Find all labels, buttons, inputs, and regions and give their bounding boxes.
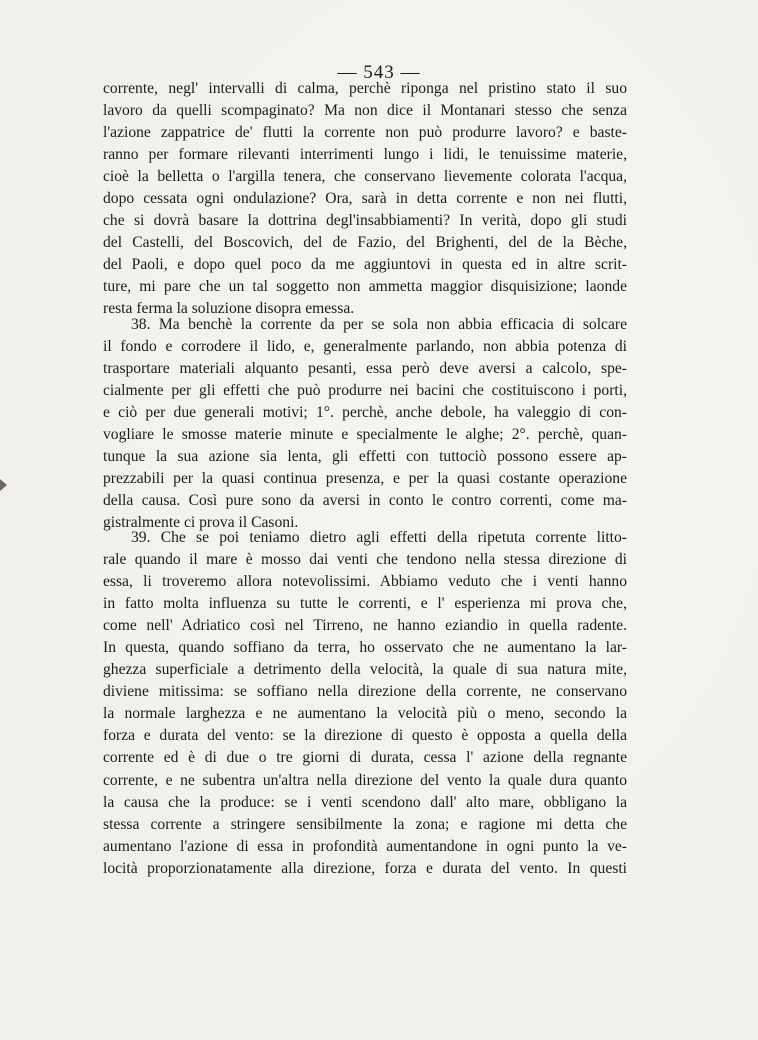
- text-line: ranno per formare rilevanti interrimenti lungo i lidi, le tenuissime materie,: [103, 146, 627, 164]
- text-line: resta ferma la soluzione disopra emessa.: [103, 300, 355, 318]
- text-line: come nell' Adriatico così nel Tirreno, ne hanno eziandio in quella radente.: [103, 617, 627, 635]
- text-line: del Paoli, e dopo quel poco da me aggiuntovi in questa ed in altre scrit-: [103, 256, 627, 274]
- text-line: cioè la belletta o l'argilla tenera, che conservano lievemente colorata l'acqua,: [103, 168, 627, 186]
- text-line: dopo cessata ogni ondulazione? Ora, sarà in detta corrente e non nei flutti,: [103, 190, 627, 208]
- text-line: il fondo e corrodere il lido, e, generalmente parlando, non abbia potenza di: [103, 338, 627, 356]
- text-line: 38. Ma benchè la corrente da per se sola non abbia efficacia di solcare: [131, 316, 627, 333]
- margin-arrow-mark: [0, 479, 7, 491]
- text-line: del Castelli, del Boscovich, del de Fazio, del Brighenti, del de la Bèche,: [103, 234, 627, 252]
- text-line: ture, mi pare che un tal soggetto non ammetta maggior disquisizione; laonde: [103, 278, 627, 296]
- text-line: tunque la sua azione sia lenta, gli effetti con tuttociò possono essere ap-: [103, 448, 627, 466]
- text-line: gistralmente ci prova il Casoni.: [103, 514, 299, 532]
- text-line: della causa. Così pure sono da aversi in conto le contro correnti, come ma-: [103, 492, 627, 510]
- text-line: la causa che la produce: se i venti scendono dall' alto mare, obbligano la: [103, 793, 627, 811]
- text-line: cialmente per gli effetti che può produrre nei bacini che costituiscono i porti,: [103, 382, 627, 400]
- text-line: lavoro da quelli scompaginato? Ma non dice il Montanari stesso che senza: [103, 102, 627, 120]
- paragraph-38: [103, 314, 627, 534]
- text-line: 39. Che se poi teniamo dietro agli effetti della ripetuta corrente litto-: [131, 529, 627, 546]
- text-line: l'azione zappatrice de' flutti la corrente non può produrre lavoro? e baste-: [103, 124, 627, 142]
- text-line: forza e durata del vento: se la direzione di questo è opposta a quella della: [103, 727, 627, 745]
- text-line: aumentano l'azione di essa in profondità aumentandone in ogni punto la ve-: [103, 837, 627, 855]
- paragraph-continuation: [103, 78, 627, 321]
- text-line: corrente ed è di due o tre giorni di durata, cessa l' azione della regnante: [103, 749, 627, 767]
- text-line: la normale larghezza e ne aumentano la velocità più o meno, secondo la: [103, 705, 627, 723]
- text-line: stessa corrente a stringere sensibilmente la zona; e ragione mi detta che: [103, 815, 627, 833]
- text-line: locità proporzionatamente alla direzione, forza e durata del vento. In questi: [103, 859, 627, 877]
- text-line: ghezza superficiale a detrimento della velocità, la quale di sua natura mite,: [103, 661, 627, 679]
- text-line: corrente, e ne subentra un'altra nella direzione del vento la quale dura quanto: [103, 771, 627, 789]
- text-line: rale quando il mare è mosso dai venti che tendono nella stessa direzione di: [103, 551, 627, 569]
- text-line: trasportare materiali alquanto pesanti, essa però deve aversi a calcolo, spe-: [103, 360, 627, 378]
- text-line: diviene mitissima: se soffiano nella direzione della corrente, ne conservano: [103, 683, 627, 701]
- text-line: In questa, quando soffiano da terra, ho osservato che ne aumentano la lar-: [103, 639, 627, 657]
- page-number: — 543 —: [337, 62, 421, 83]
- paragraph-39: [103, 527, 627, 880]
- text-line: che si dovrà basare la dottrina degl'insabbiamenti? In verità, dopo gli studi: [103, 212, 627, 230]
- text-line: e ciò per due generali motivi; 1°. perchè, anche debole, ha valeggio di con-: [103, 404, 627, 422]
- text-line: corrente, negl' intervalli di calma, perchè riponga nel pristino stato il suo: [103, 80, 627, 97]
- text-line: vogliare le smosse materie minute e specialmente le alghe; 2°. perchè, quan-: [103, 426, 627, 444]
- text-line: prezzabili per la quasi continua presenza, e per la quasi costante operazione: [103, 470, 627, 488]
- text-line: essa, li troveremo allora notevolissimi. Abbiamo veduto che i venti hanno: [103, 573, 627, 591]
- text-line: in fatto molta influenza su tutte le correnti, e l' esperienza mi prova che,: [103, 595, 627, 613]
